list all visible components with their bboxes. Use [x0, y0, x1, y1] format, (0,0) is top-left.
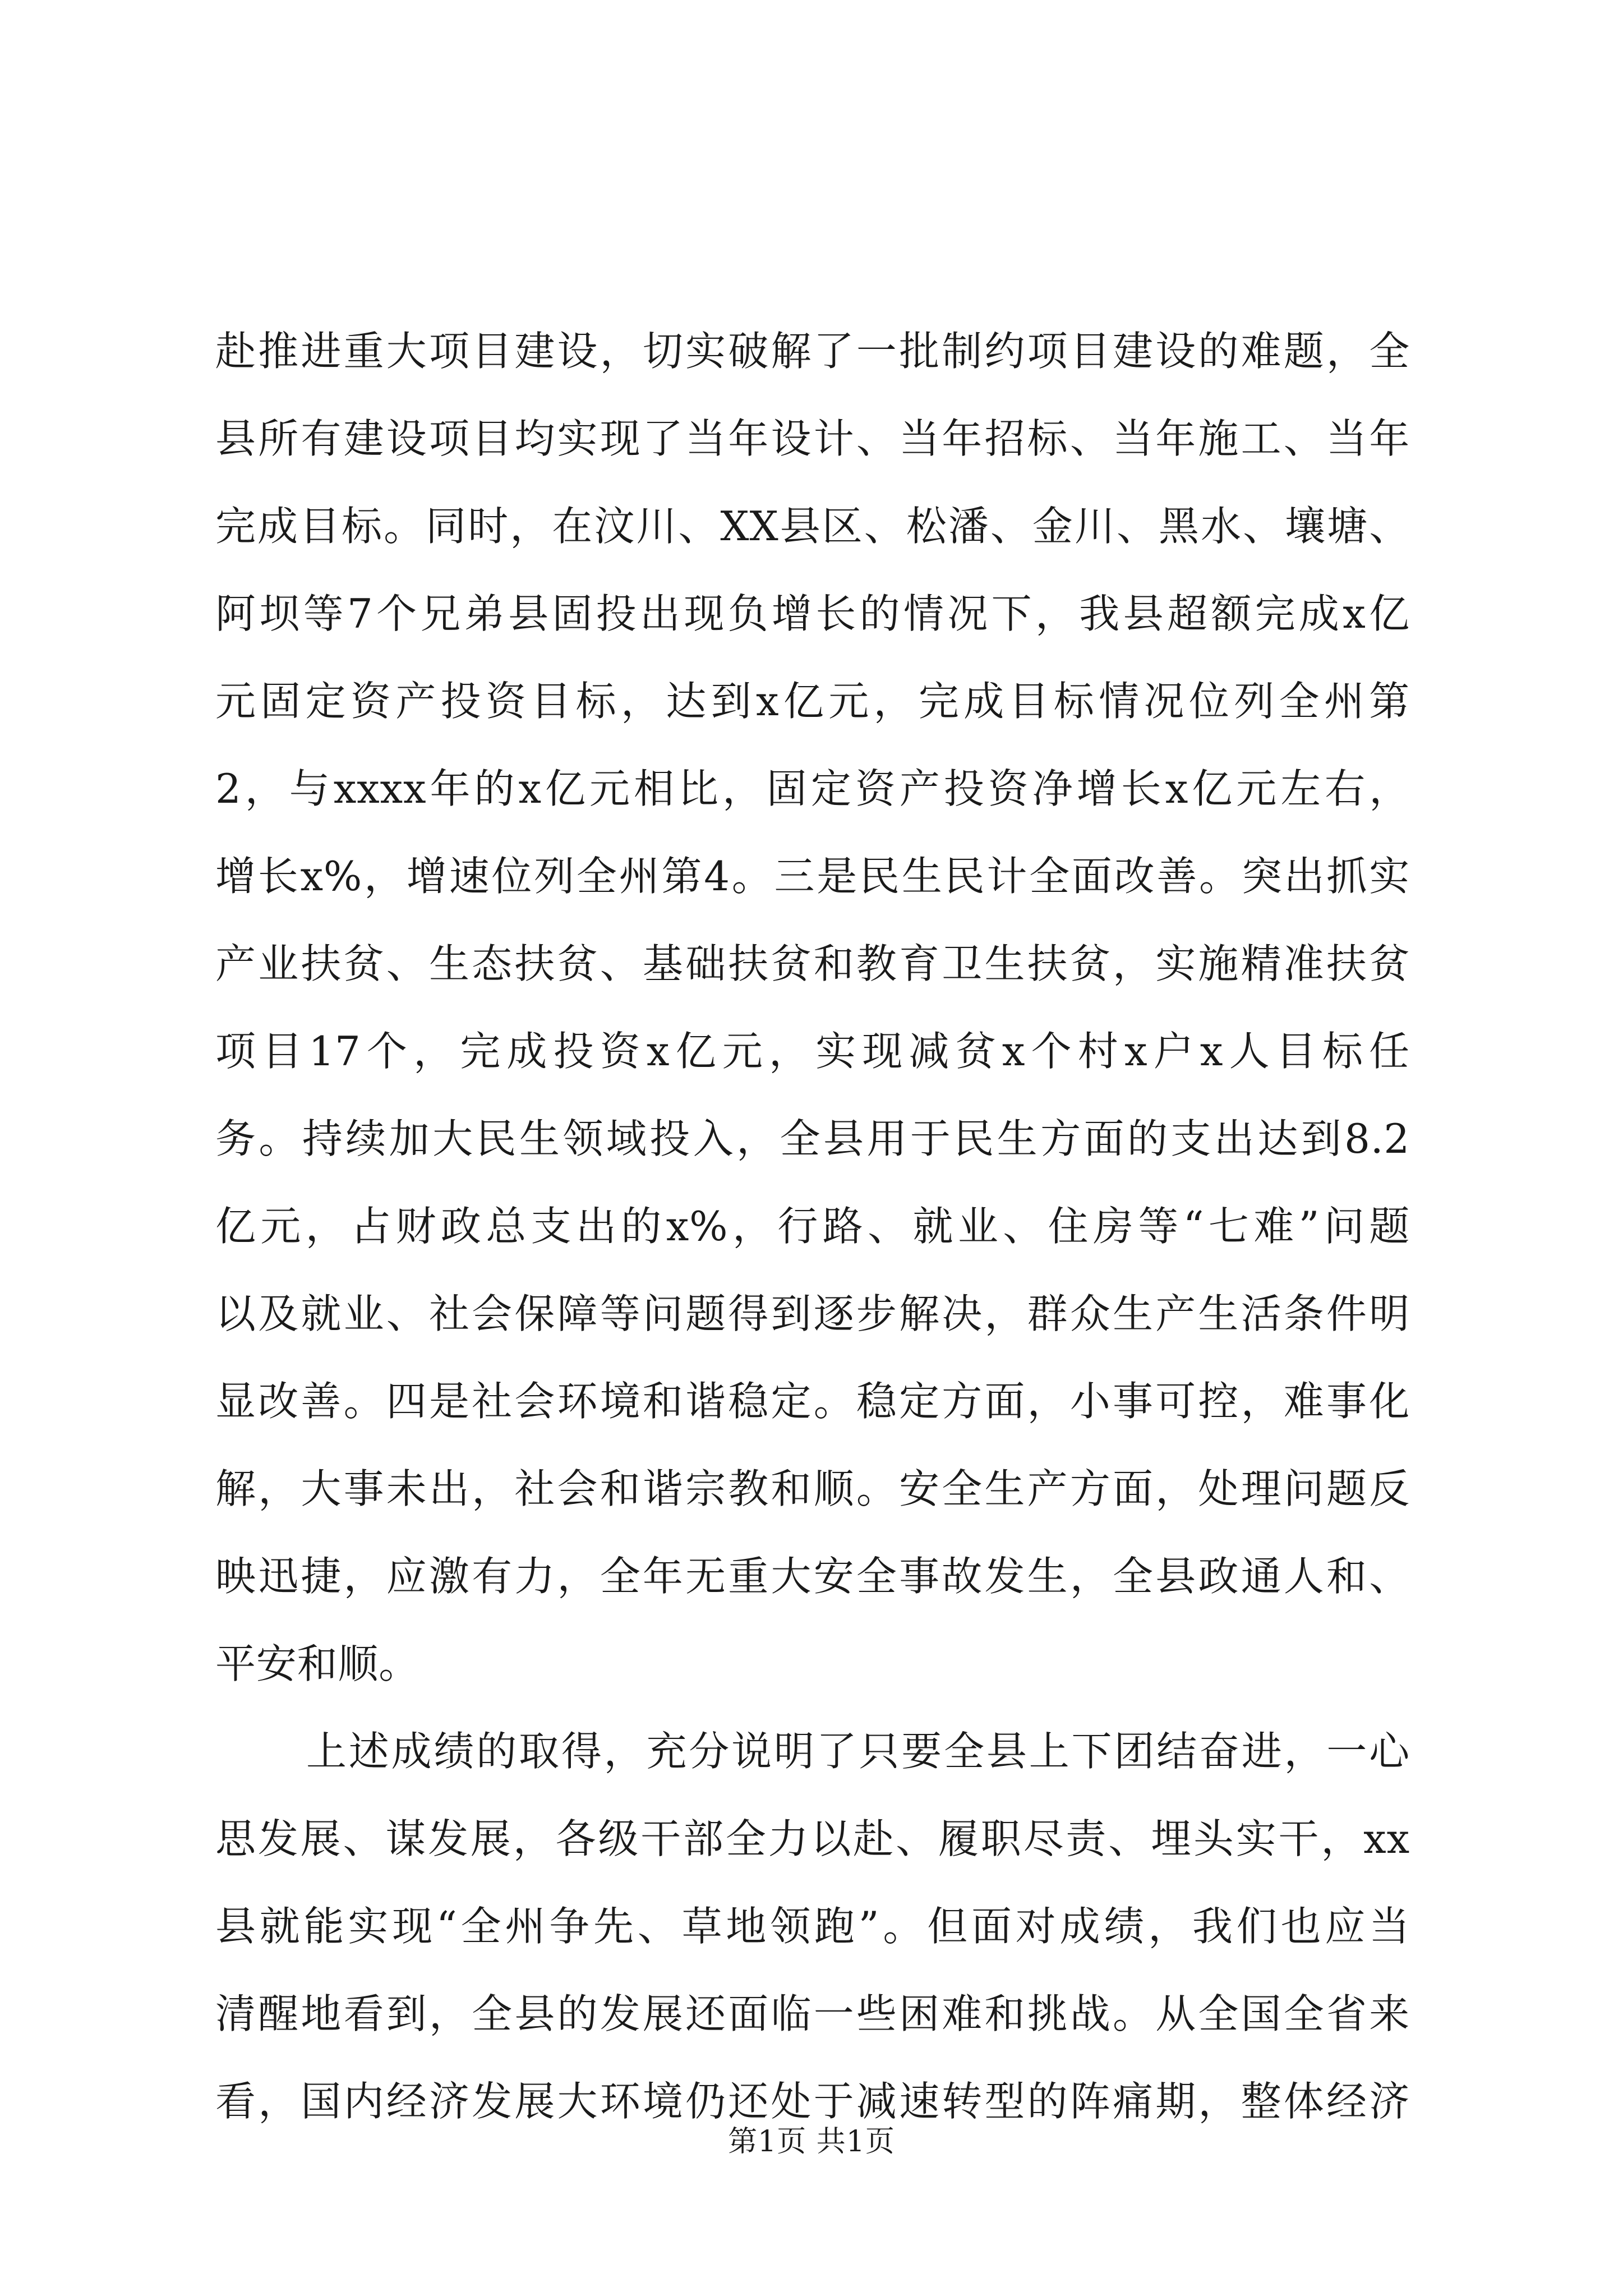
text-line: 显改善。四是社会环境和谐稳定。稳定方面，小事可控，难事化	[215, 1378, 1410, 1425]
text-line: 亿元，占财政总支出的x%，行路、就业、住房等“七难”问题	[215, 1203, 1410, 1250]
text-line: 赴推进重大项目建设，切实破解了一批制约项目建设的难题，全	[215, 328, 1410, 375]
text-line: 项目17个，完成投资x亿元，实现减贫x个村x户x人目标任	[215, 1028, 1410, 1075]
text-line: 县就能实现“全州争先、草地领跑”。但面对成绩，我们也应当	[215, 1903, 1410, 1950]
text-line: 元固定资产投资目标，达到x亿元，完成目标情况位列全州第	[215, 678, 1410, 725]
text-line: 解，大事未出，社会和谐宗教和顺。安全生产方面，处理问题反	[215, 1465, 1410, 1512]
text-line: 平安和顺。	[215, 1640, 420, 1687]
text-line: 清醒地看到，全县的发展还面临一些困难和挑战。从全国全省来	[215, 1990, 1410, 2037]
text-line: 看，国内经济发展大环境仍还处于减速转型的阵痛期，整体经济	[215, 2078, 1410, 2125]
text-line: 映迅捷，应激有力，全年无重大安全事故发生，全县政通人和、	[215, 1553, 1410, 1600]
text-line: 完成目标。同时，在汶川、XX县区、松潘、金川、黑水、壤塘、	[215, 503, 1410, 550]
page-footer: 第1页 共1页	[728, 2125, 895, 2159]
text-line: 思发展、谋发展，各级干部全力以赴、履职尽责、埋头实干，xx	[215, 1815, 1410, 1862]
text-line: 2，与xxxx年的x亿元相比，固定资产投资净增长x亿元左右，	[215, 765, 1410, 812]
text-line: 务。持续加大民生领域投入，全县用于民生方面的支出达到8.2	[215, 1115, 1410, 1162]
text-line: 增长x%，增速位列全州第4。三是民生民计全面改善。突出抓实	[215, 853, 1410, 900]
text-line: 以及就业、社会保障等问题得到逐步解决，群众生产生活条件明	[215, 1290, 1410, 1337]
text-line: 产业扶贫、生态扶贫、基础扶贫和教育卫生扶贫，实施精准扶贫	[215, 940, 1410, 987]
paragraph-first-line: 上述成绩的取得，充分说明了只要全县上下团结奋进，一心	[306, 1728, 1410, 1775]
text-line: 阿坝等7个兄弟县固投出现负增长的情况下，我县超额完成x亿	[215, 590, 1410, 637]
text-line: 县所有建设项目均实现了当年设计、当年招标、当年施工、当年	[215, 415, 1410, 462]
document-body	[215, 307, 1410, 2145]
